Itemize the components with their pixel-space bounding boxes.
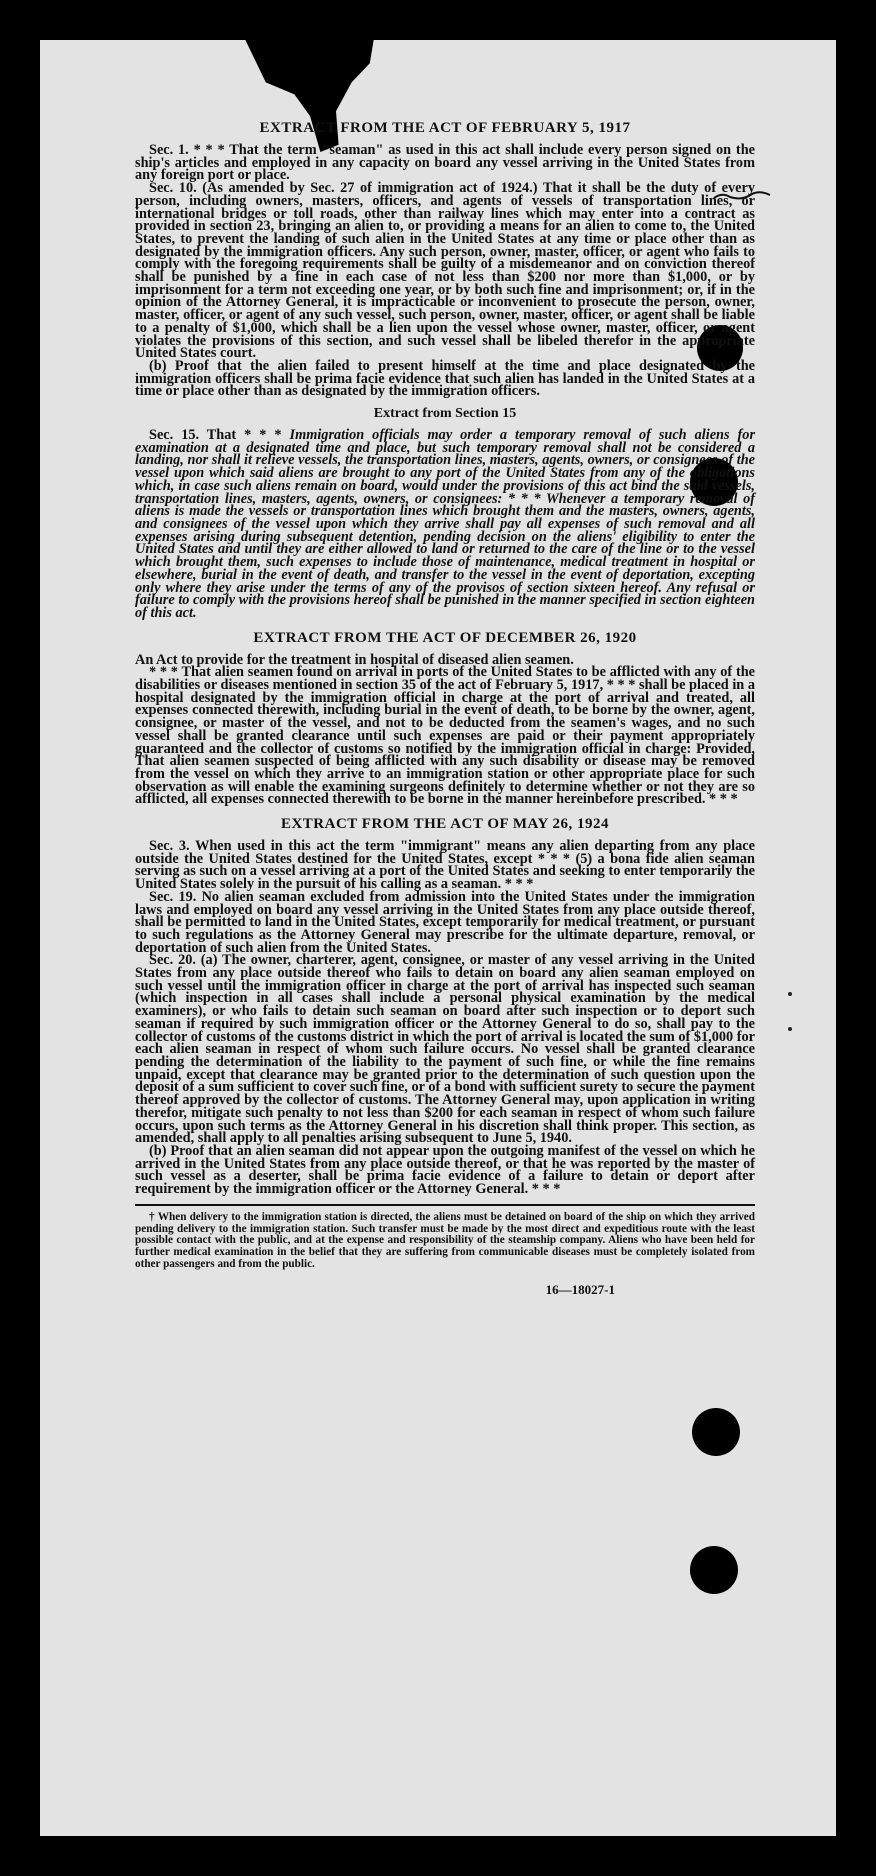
paragraph: Sec. 1. * * * That the term "seaman" as used in this act shall include every person signed on the ship's articles and employed in any capacity on board any vessel arriving in the United States from any foreign port or place. bbox=[135, 142, 755, 184]
document-body bbox=[135, 120, 755, 1297]
section-15-italic-text: Immigration officials may order a temporary removal of such aliens for examination at a designated time and place, but such temporary removal shall not be considered a landing, nor shall it relieve vessels, the transportation lines, masters, agents, owners, or consignees of the vessel upon which said aliens are brought to any port of the United States from any of the obligations which, in case such aliens remain on board, would under the provisions of this act bind the said vessels, transportation lines, masters, agents, owners, or consignees: * * * Whenever a temporary removal of aliens is made the vessels or transportation lines which brought them and the masters, owners, agents, and consignees of the vessel upon which they arrive shall pay all expenses of such removal and all expenses arising during subsequent detention, pending decision on the aliens' eligibility to enter the United States and until they are either allowed to land or returned to the care of the line or to the vessel which brought them, such expenses to include those of maintenance, medical treatment in hospital or elsewhere, burial in the event of death, and transfer to the vessel in the event of deportation, excepting only where they arise under the terms of any of the provisos of section sixteen hereof. Any refusal or failure to comply with the provisions hereof shall be punished in the manner specified in section eighteen of this act. bbox=[135, 427, 756, 621]
footnote-divider bbox=[135, 1204, 755, 1206]
paragraph: Sec. 19. No alien seaman excluded from admission into the United States under the immigration laws and employed on board any vessel arriving in the United States from any place outside thereof, shall be permitted to land in the United States, except temporarily for medical treatment, or pursuant to such regulations as the Attorney General may prescribe for the ultimate departure, removal, or deportation of such alien from the United States. bbox=[135, 888, 755, 956]
section-15-lead: Sec. 15. That * * * bbox=[149, 427, 282, 444]
punch-hole-3 bbox=[692, 1408, 740, 1456]
paragraph: Sec. 20. (a) The owner, charterer, agent, consignee, or master of any vessel arriving in the United States from any place outside thereof who fails to detain on board any alien seaman employed on such vessel until the immigration officer in charge at the port of arrival has inspected such seaman (which inspection in all cases shall include a personal physical examination by the medical examiners), or who fails to detain such seaman on board after such inspection or to deport such seaman if required by such immigration officer or the Attorney General to do so, shall pay to the collector of customs of the customs district in which the port of arrival is located the sum of $1,000 for each alien seaman in respect of whom such failure occurs. No vessel shall be granted clearance pending the determination of the liability to the payment of such fine, or while the fine remains unpaid, except that clearance may be granted prior to the determination of such question upon the deposit of a sum sufficient to cover such fine, or of a bond with sufficient surety to secure the payment thereof approved by the collector of customs. The Attorney General may, upon application in writing therefor, mitigate such penalty to not less than $200 for each seaman in respect of whom such failure occurs, upon such terms as the Attorney General in his discretion shall think proper. This section, as amended, shall apply to all penalties arising subsequent to June 5, 1940. bbox=[135, 952, 755, 1147]
footnote: † When delivery to the immigration station is directed, the aliens must be detained on board of the ship on which they arrived pending delivery to the immigration station. Such transfer must be made by the most direct and expeditious route with the least possible contact with the public, and at the expense and responsibility of the steamship company. Aliens who have been held for further medical examination in the belief that they are suffering from communicable diseases must be completely isolated from other passengers and from the public. bbox=[135, 1210, 755, 1270]
punch-hole-4 bbox=[690, 1546, 738, 1594]
speck bbox=[788, 1027, 792, 1031]
paragraph: An Act to provide for the treatment in hospital of diseased alien seamen. bbox=[135, 651, 574, 668]
form-number: 16—18027-1 bbox=[545, 1281, 615, 1297]
heading-act-1917: EXTRACT FROM THE ACT OF FEBRUARY 5, 1917 bbox=[259, 120, 631, 136]
heading-act-1924: EXTRACT FROM THE ACT OF MAY 26, 1924 bbox=[280, 816, 610, 833]
document-page bbox=[40, 40, 836, 1836]
heading-act-1920: EXTRACT FROM THE ACT OF DECEMBER 26, 1920 bbox=[253, 629, 637, 646]
paragraph-section-15 bbox=[135, 429, 755, 620]
paragraph: (b) Proof that an alien seaman did not appear upon the outgoing manifest of the vessel on which he arrived in the United States from any place outside thereof, or that he was reported by the master of such vessel as a deserter, shall be prima facie evidence of a failure to detain or deport after requirement by the immigration officer or the Attorney General. * * * bbox=[135, 1142, 755, 1198]
paragraph: Sec. 10. (As amended by Sec. 27 of immigration act of 1924.) That it shall be the duty of every person, including owners, masters, officers, and agents of vessels of transportation lines, or international bridges or toll roads, other than railway lines which may enter into a contract as provided in section 23, bringing an alien to, or providing a means for an alien to come to, the United States, to prevent the landing of such alien in the United States at any time or place other than as designated by the immigration officers. Any such person, owner, master, officer, or agent who fails to comply with the foregoing requirements shall be guilty of a misdemeanor and on conviction thereof shall be punished by a fine in each case of not less than $200 nor more than $1,000, or by imprisonment for a term not exceeding one year, or by both such fine and imprisonment; or, if in the opinion of the Attorney General, it is impracticable or inconvenient to prosecute the person, owner, master, officer, or agent of any such vessel, such person, owner, master, officer, or agent shall be liable to a penalty of $1,000, which shall be a lien upon the vessel whose owner, master, officer, or agent violates the provisions of this section, and such vessel shall be libeled therefor in the appropriate United States court. bbox=[135, 180, 755, 362]
paragraph: (b) Proof that the alien failed to present himself at the time and place designated by the immigration officers shall be prima facie evidence that such alien has landed in the United States at a time or place other than as designated by the immigration officers. bbox=[135, 357, 755, 400]
speck bbox=[788, 992, 792, 996]
paragraph: * * * That alien seamen found on arrival in ports of the United States to be afflicted with any of the disabilities or diseases mentioned in section 35 of the act of February 5, 1917, * * * shall be placed in a hospital designated by the immigration official in charge at the port of arrival and treated, all expenses connected therewith, including burial in the event of death, to be borne by the owner, agent, consignee, or master of the vessel, and not to be deducted from the seamen's wages, and no such vessel shall be granted clearance until such expenses are paid or their payment appropriately guaranteed and the collector of customs so notified by the immigration official in charge: Provided, That alien seamen suspected of being afflicted with any such disability or disease may be removed from the vessel on which they arrive to an immigration station or other appropriate place for such observation as will enable the examining surgeons definitely to determine whether or not they are so afflicted, all expenses connected therewith to be borne in the manner hereinbefore prescribed. * * * bbox=[135, 664, 755, 808]
heading-section-15: Extract from Section 15 bbox=[373, 406, 517, 422]
paragraph: Sec. 3. When used in this act the term "immigrant" means any alien departing from any place outside the United States destined for the United States, except * * * (5) a bona fide alien seaman serving as such on a vessel arriving at a port of the United States and seeking to enter temporarily the United States solely in the pursuit of his calling as a seaman. * * * bbox=[135, 838, 755, 893]
